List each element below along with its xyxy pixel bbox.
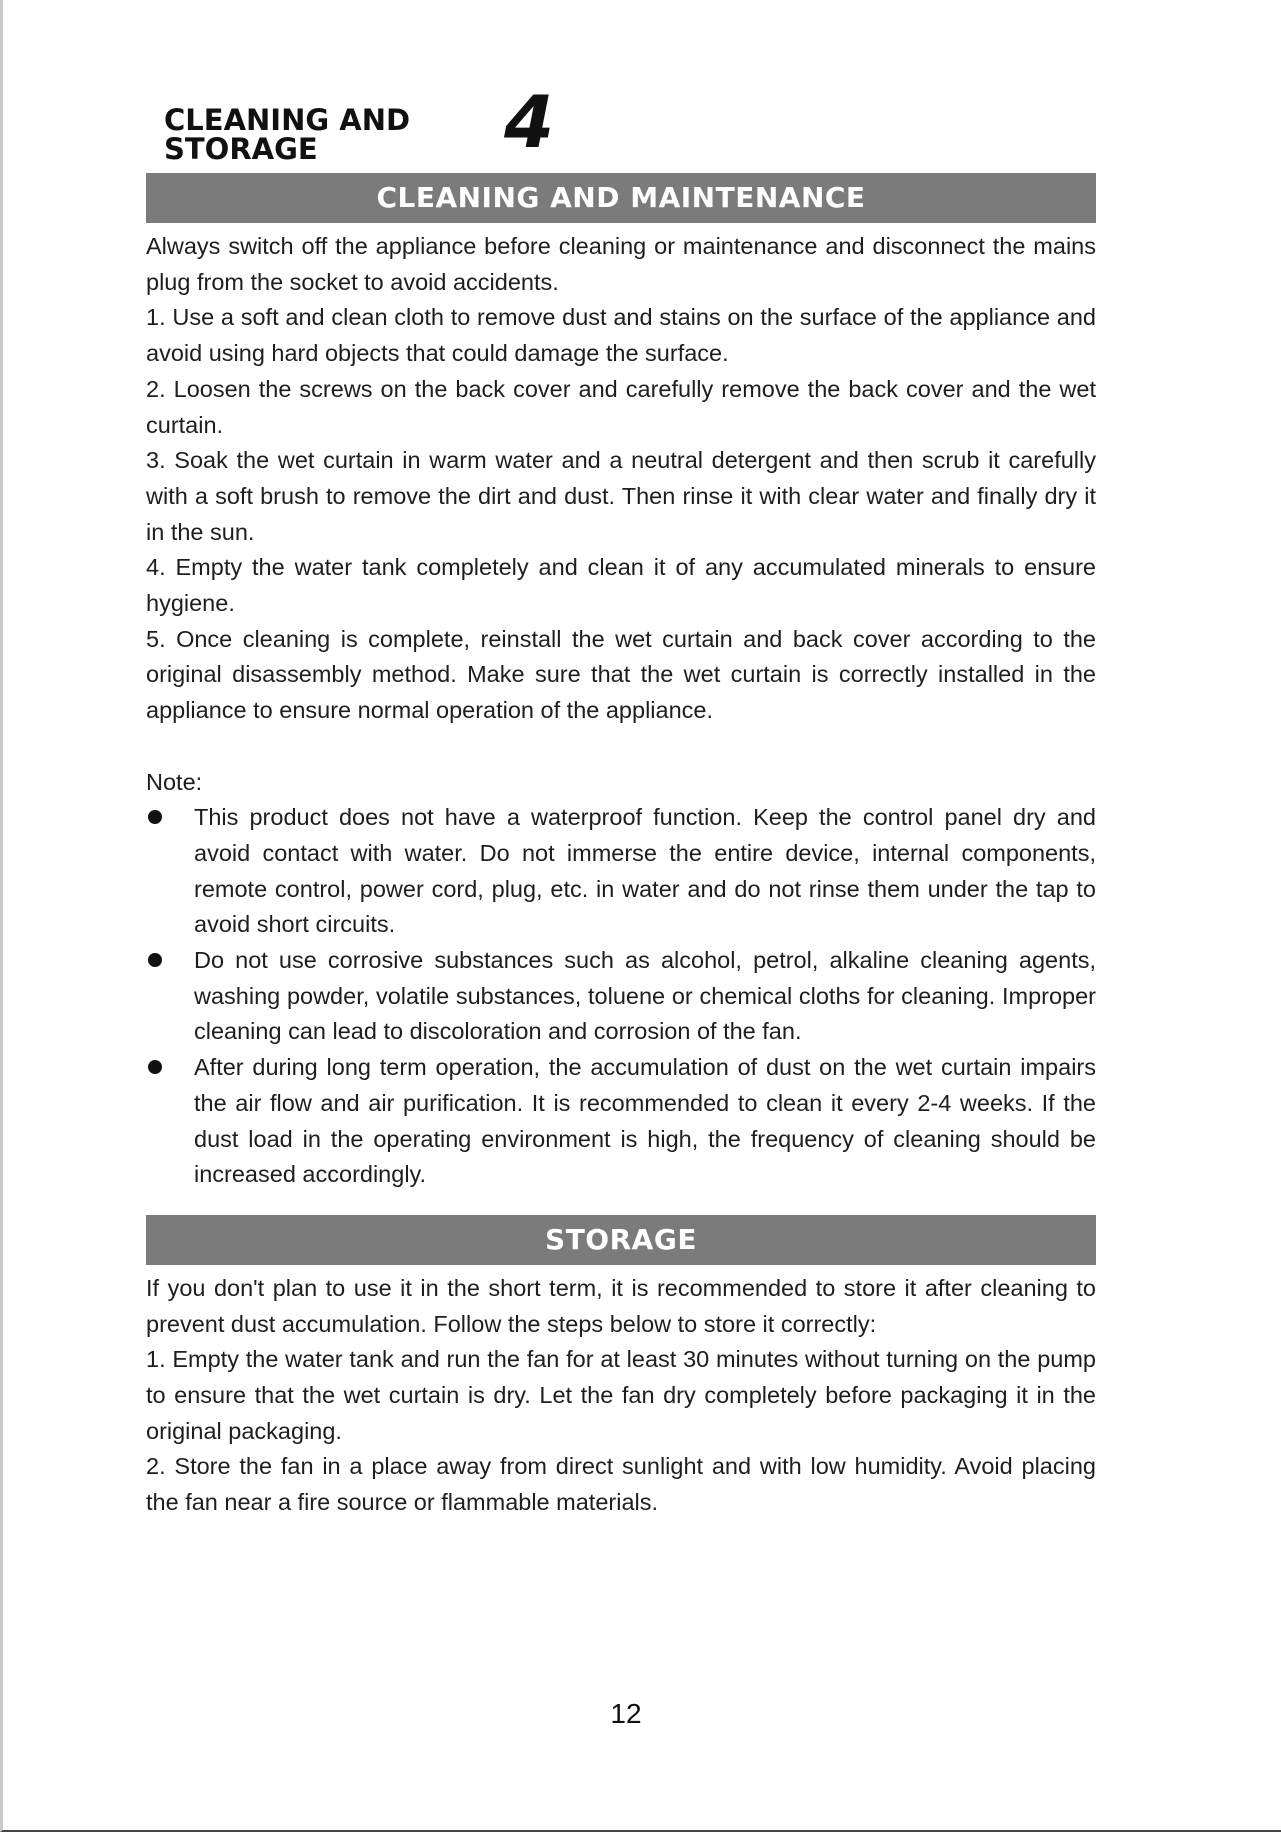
storage-intro: If you don't plan to use it in the short term, it is recommended to store it after cleaning to prevent dust accumulation. Follow the steps below to store it correctly: [146, 1274, 1096, 1337]
note-label: Note: [146, 768, 203, 795]
cleaning-step: 1. Use a soft and clean cloth to remove dust and stains on the surface of the appliance and avoid using hard objects that could damage the surface. [146, 304, 1096, 367]
page-number: 12 [610, 1698, 642, 1729]
cleaning-step: 2. Loosen the screws on the back cover and carefully remove the back cover and the wet curtain. [146, 375, 1096, 438]
bullet-dot-icon [148, 1060, 162, 1074]
storage-step: 2. Store the fan in a place away from direct sunlight and with low humidity. Avoid placing the fan near a fire source or flammable materials. [146, 1453, 1096, 1516]
cleaning-intro: Always switch off the appliance before cleaning or maintenance and disconnect the mains plug from the socket to avoid accidents. [146, 233, 1096, 295]
cleaning-section-header: CLEANING AND MAINTENANCE [146, 173, 1096, 223]
chapter-title-line2: STORAGE [164, 132, 318, 166]
note-text: Do not use corrosive substances such as alcohol, petrol, alkaline cleaning agents, washing powder, volatile substances, toluene or chemical cloths for cleaning. Improper cleaning can lead to discoloration and corrosion of the fan. [194, 947, 1096, 1045]
chapter-number: 4 [504, 80, 555, 164]
cleaning-step: 5. Once cleaning is complete, reinstall the wet curtain and back cover according to the original disassembly method. Make sure that the wet curtain is correctly installed in the appliance to ensure normal operation of the appliance. [146, 625, 1096, 724]
bullet-dot-icon [148, 953, 162, 967]
note-item [146, 1050, 1096, 1193]
storage-step: 1. Empty the water tank and run the fan for at least 30 minutes without turning on the pump to ensure that the wet curtain is dry. Let the fan dry completely before packaging it in the original packaging. [146, 1346, 1096, 1444]
storage-section-header: STORAGE [146, 1215, 1096, 1265]
chapter-title-line1: CLEANING AND [164, 103, 411, 137]
note-item [146, 800, 1096, 943]
cleaning-step: 3. Soak the wet curtain in warm water and a neutral detergent and then scrub it carefully with a soft brush to remove the dirt and dust. Then rinse it with clear water and finally dry it in the sun. [146, 447, 1096, 545]
cleaning-step: 4. Empty the water tank completely and clean it of any accumulated minerals to ensure hygiene. [146, 554, 1096, 617]
note-item [146, 943, 1096, 1050]
note-text: After during long term operation, the accumulation of dust on the wet curtain impairs the air flow and air purification. It is recommended to clean it every 2-4 weeks. If the dust load in the operating environment is high, the frequency of cleaning should be increased accordingly. [194, 1054, 1096, 1188]
note-text: This product does not have a waterproof function. Keep the control panel dry and avoid contact with water. Do not immerse the entire device, internal components, remote control, power cord, plug, etc. in water and do not rinse them under the tap to avoid short circuits. [194, 804, 1096, 938]
note-list [146, 800, 1096, 1193]
chapter-title [164, 103, 411, 166]
bullet-dot-icon [148, 810, 162, 824]
page-content [146, 173, 1096, 1521]
